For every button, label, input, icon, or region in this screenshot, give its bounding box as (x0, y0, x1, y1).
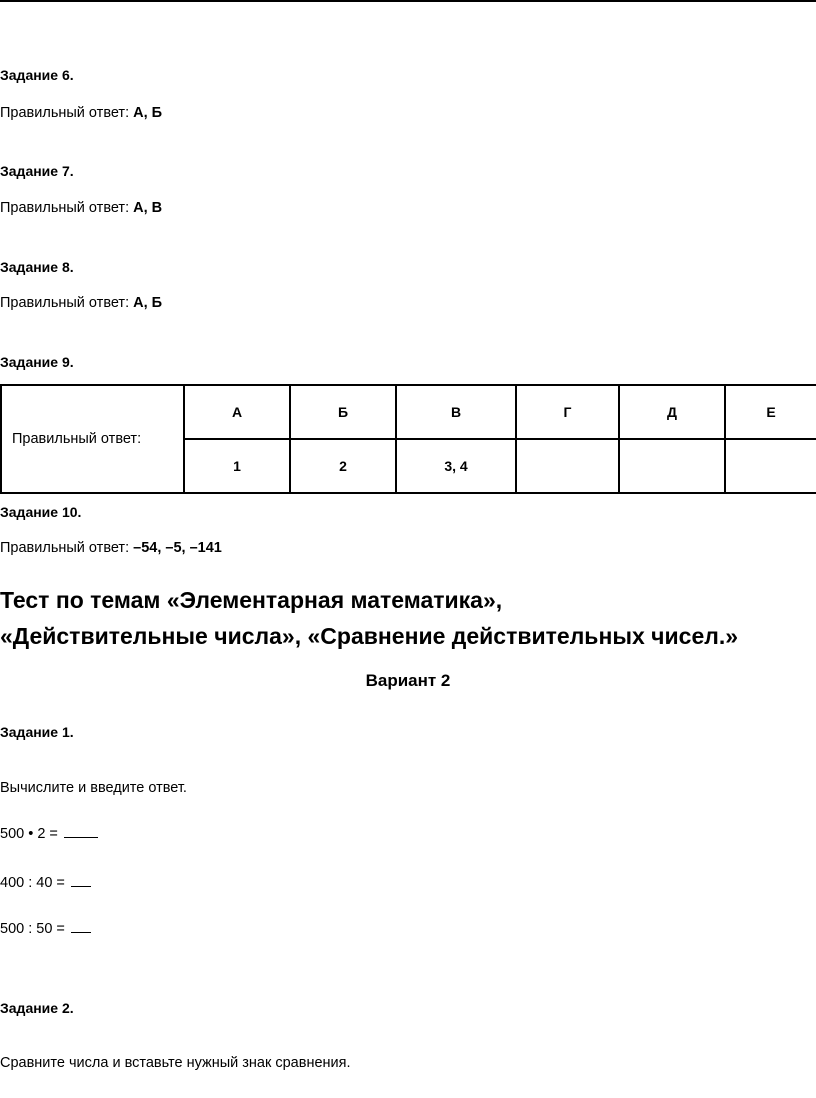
answer-value: А, В (133, 200, 163, 216)
task-2-instruction: Сравните числа и вставьте нужный знак сравнения. (0, 1055, 351, 1071)
task-10-answer (0, 539, 222, 557)
answer-label: Правильный ответ: (0, 105, 130, 121)
task-9-answer-table (0, 384, 816, 494)
task-8-heading: Задание 8. (0, 259, 74, 275)
expression-row (0, 918, 91, 938)
answer-blank[interactable] (64, 823, 98, 838)
task-10-heading: Задание 10. (0, 504, 82, 520)
task-6-heading: Задание 6. (0, 67, 74, 83)
answer-blank[interactable] (71, 918, 91, 933)
expression-row (0, 823, 98, 843)
task-8-answer (0, 294, 162, 312)
answer-value: А, Б (133, 105, 163, 121)
task-9-heading: Задание 9. (0, 354, 74, 370)
table-value-cell (725, 439, 816, 493)
table-row-letters (1, 385, 816, 439)
expression-text: 400 : 40 = (0, 875, 65, 891)
task-1-heading: Задание 1. (0, 724, 74, 740)
answer-label: Правильный ответ: (0, 295, 130, 311)
task-7-heading: Задание 7. (0, 163, 74, 179)
expression-row (0, 872, 91, 892)
task-7-answer (0, 199, 162, 217)
table-value-cell: 2 (290, 439, 396, 493)
task-2-heading: Задание 2. (0, 1000, 74, 1016)
table-value-cell (619, 439, 725, 493)
top-border-line (0, 0, 816, 2)
answer-label: Правильный ответ: (0, 540, 130, 556)
test-title-line-2: «Действительные числа», «Сравнение действительных чисел.» (0, 623, 739, 649)
table-header-cell: В (396, 385, 516, 439)
table-value-cell: 1 (184, 439, 290, 493)
task-1-instruction: Вычислите и введите ответ. (0, 780, 187, 796)
table-header-cell: Б (290, 385, 396, 439)
table-header-cell: Е (725, 385, 816, 439)
answer-value: А, Б (133, 295, 163, 311)
expression-text: 500 : 50 = (0, 921, 65, 937)
table-header-cell: А (184, 385, 290, 439)
table-header-cell: Д (619, 385, 725, 439)
answer-label: Правильный ответ: (0, 200, 130, 216)
table-value-cell (516, 439, 619, 493)
expression-text: 500 • 2 = (0, 826, 58, 842)
table-header-cell: Г (516, 385, 619, 439)
table-value-cell: 3, 4 (396, 439, 516, 493)
table-label-cell: Правильный ответ: (1, 385, 184, 493)
variant-title: Вариант 2 (365, 671, 451, 690)
answer-value: –54, –5, –141 (133, 540, 222, 556)
test-title-line-1: Тест по темам «Элементарная математика», (0, 587, 503, 613)
answer-blank[interactable] (71, 872, 91, 887)
task-6-answer (0, 104, 162, 122)
